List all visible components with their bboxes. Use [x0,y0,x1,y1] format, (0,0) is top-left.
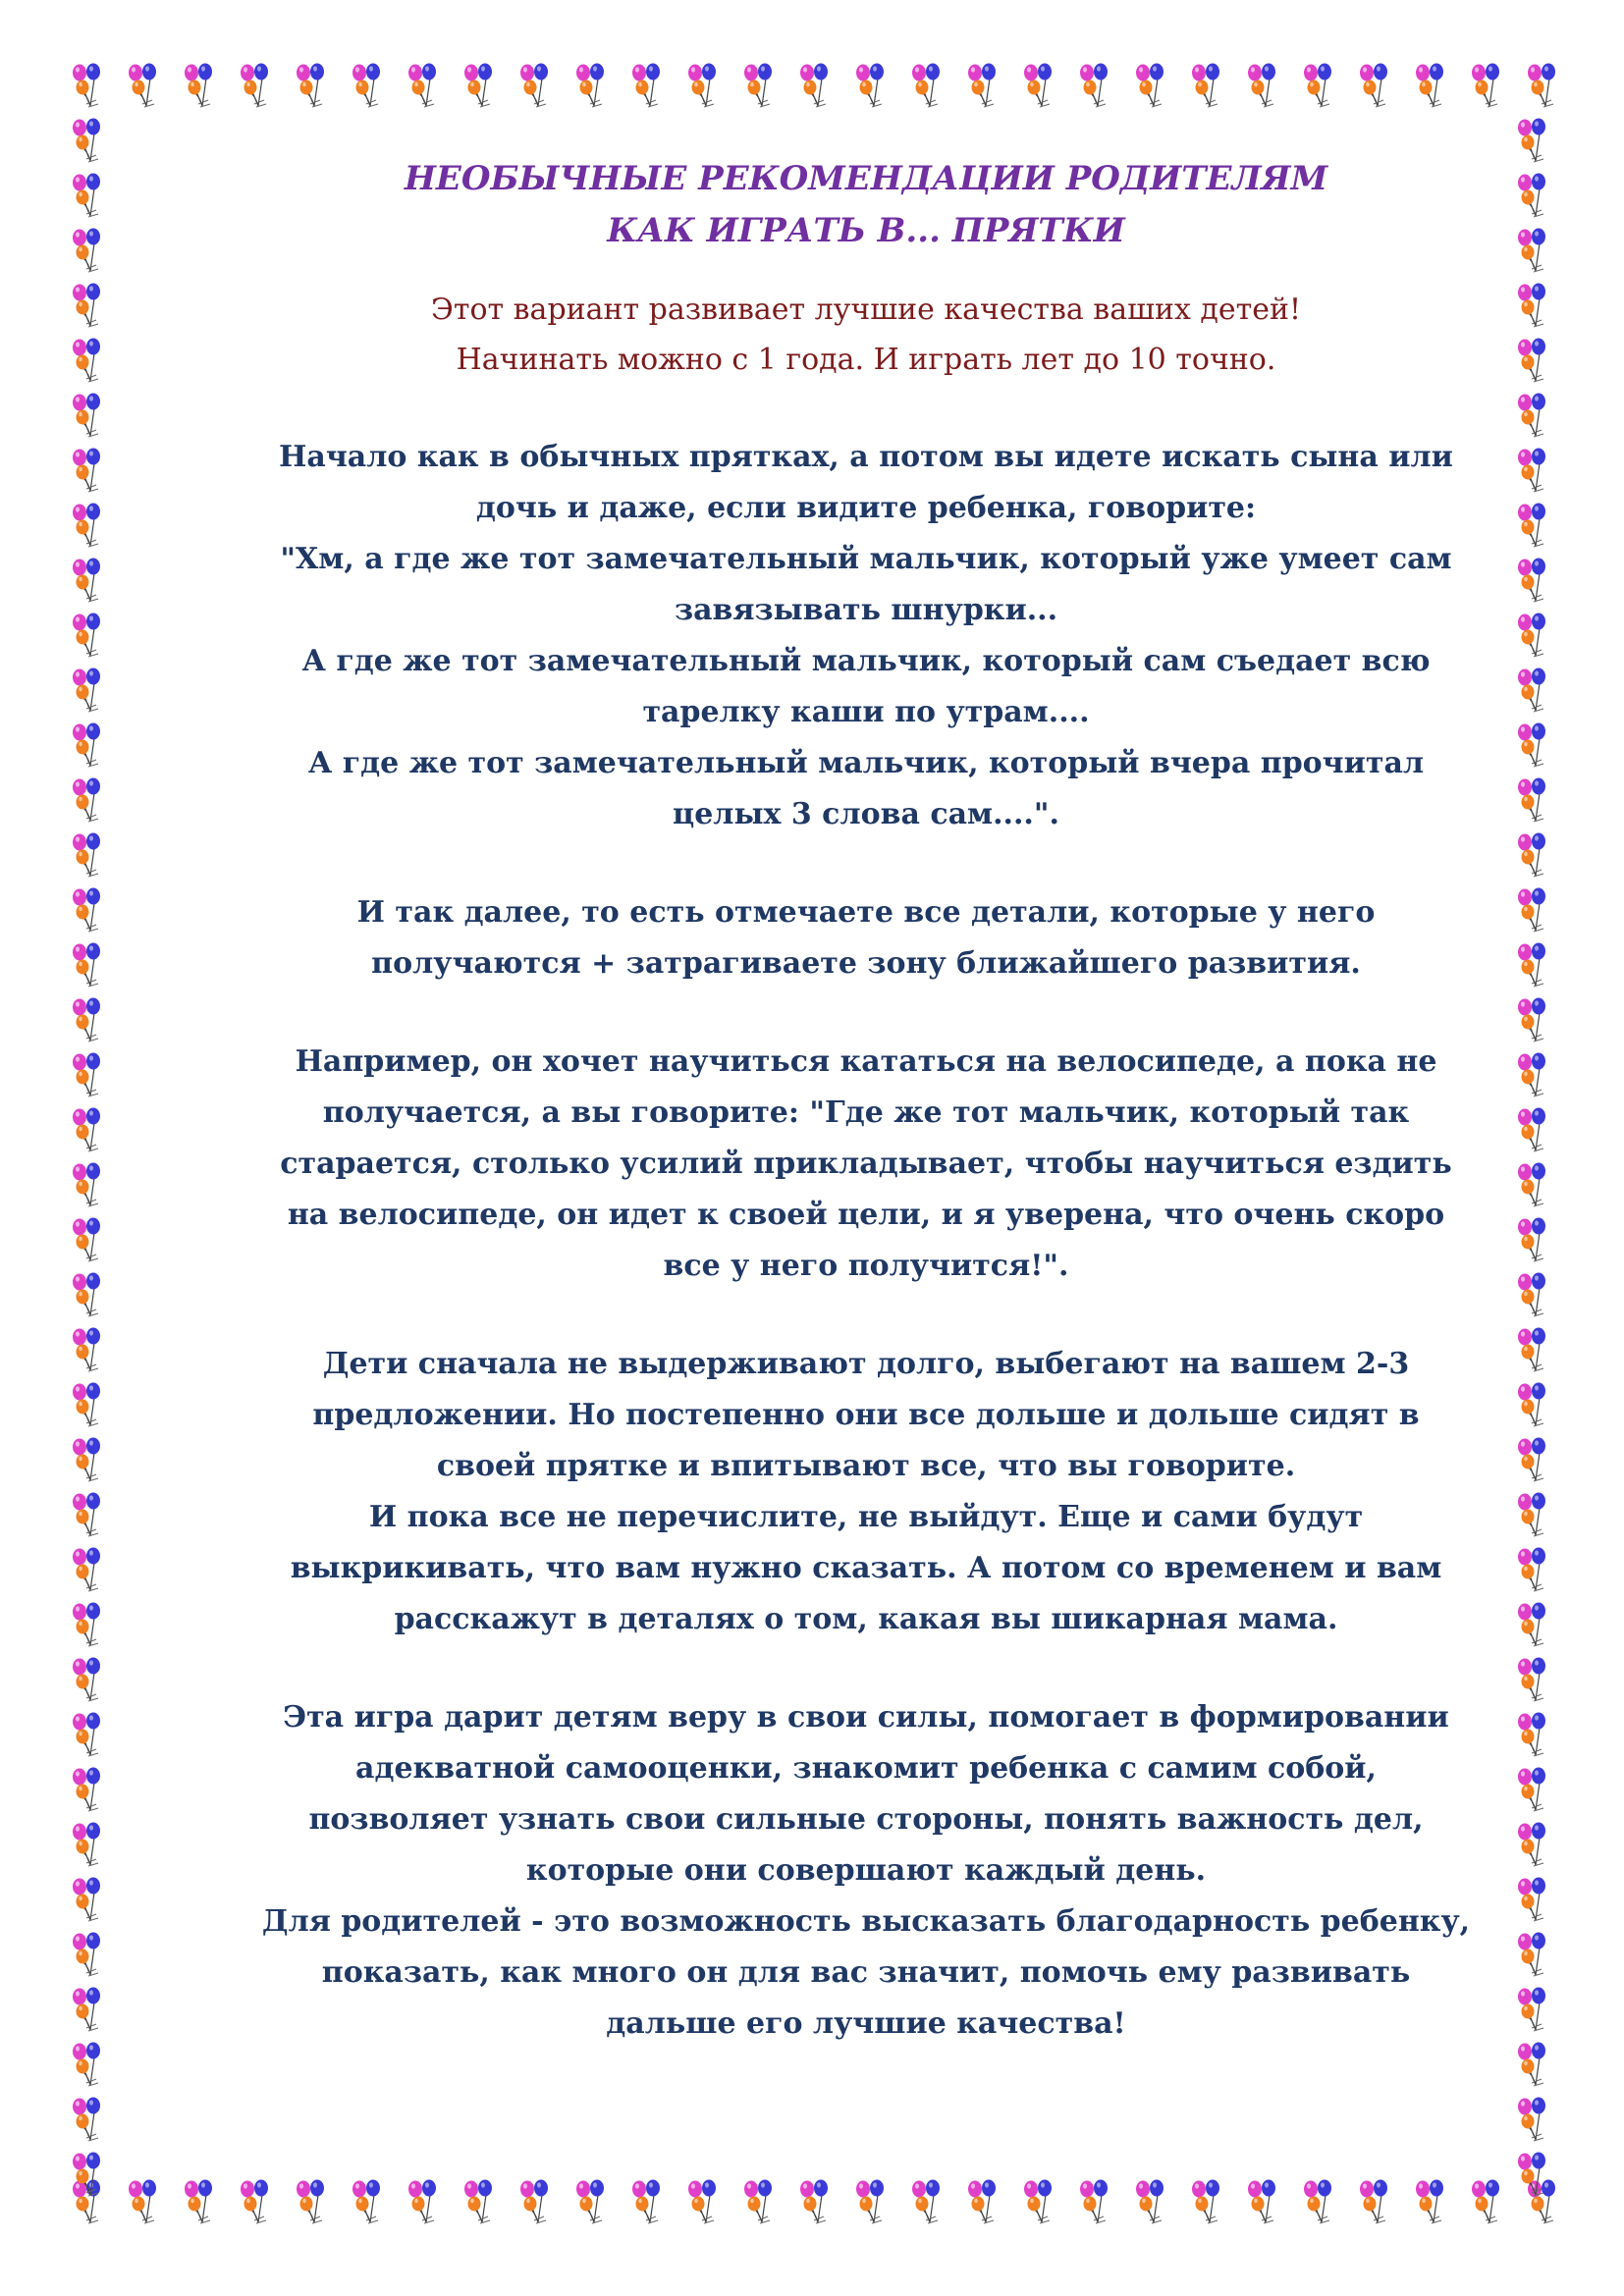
balloon-icon [1510,1820,1559,1869]
paragraph-line: А где же тот замечательный мальчик, который вчера прочитал [307,746,1425,780]
balloon-icon [1072,2177,1121,2226]
balloon-icon [792,61,841,110]
balloon-icon [1510,1710,1559,1759]
balloon-icon [1510,1600,1559,1649]
balloon-icon [65,61,114,110]
balloon-icon [177,2177,226,2226]
balloon-icon [680,61,730,110]
balloon-icon [65,1930,114,1979]
balloon-icon [680,2177,730,2226]
balloon-icon [736,61,785,110]
balloon-icon [1510,2040,1559,2089]
balloon-icon [1072,61,1121,110]
balloon-icon [65,1545,114,1594]
balloon-icon [65,281,114,330]
balloon-icon [736,2177,785,2226]
balloon-icon [792,2177,841,2226]
balloon-icon [1510,391,1559,440]
balloon-icon [1296,2177,1345,2226]
paragraph-line: целых 3 слова сам....". [673,797,1059,831]
paragraph-line: которые они совершают каждый день. [525,1853,1207,1888]
balloon-icon [65,775,114,825]
balloon-icon [1510,1270,1559,1319]
balloon-icon [65,2150,114,2199]
balloon-icon [345,61,394,110]
balloon-icon [1510,1325,1559,1374]
paragraph-line: Эта игра дарит детям веру в свои силы, помогает в формировании [283,1700,1449,1735]
balloon-icon [1510,940,1559,989]
balloon-icon [65,226,114,275]
paragraph-line: тарелку каши по утрам.... [642,695,1090,729]
balloon-icon [65,1710,114,1759]
balloon-icon [1510,1765,1559,1814]
balloon-icon [960,61,1009,110]
balloon-icon [65,1105,114,1154]
intro-line-2: Начинать можно с 1 года. И играть лет до 10 точно. [456,343,1276,377]
balloon-icon [65,336,114,385]
balloon-icon [1510,1105,1559,1154]
balloon-icon [1510,281,1559,330]
balloon-icon [1128,2177,1177,2226]
balloon-icon [1510,1655,1559,1704]
balloon-icon [121,61,170,110]
balloon-icon [1184,61,1233,110]
paragraph-line: Например, он хочет научиться кататься на велосипеде, а пока не [295,1044,1437,1079]
balloon-icon [65,1985,114,2034]
balloon-icon [1296,61,1345,110]
balloon-border-right [1510,116,1559,2199]
balloon-icon [65,1490,114,1539]
balloon-icon [1464,2177,1513,2226]
balloon-icon [1510,1490,1559,1539]
balloon-icon [65,1435,114,1484]
balloon-icon [1510,1160,1559,1209]
balloon-icon [1510,2150,1559,2199]
paragraph-line: "Хм, а где же тот замечательный мальчик, который уже умеет сам [280,542,1452,576]
balloon-icon [65,830,114,880]
balloon-icon [1510,1985,1559,2034]
balloon-icon [1510,830,1559,880]
balloon-icon [1510,721,1559,770]
paragraph-line: дочь и даже, если видите ребенка, говорите: [475,491,1257,525]
balloon-icon [65,556,114,605]
balloon-icon [65,1820,114,1869]
balloon-icon [65,501,114,550]
paragraph [228,887,1504,989]
balloon-border-bottom [65,2177,1569,2226]
balloon-icon [65,1655,114,1704]
balloon-icon [65,995,114,1044]
paragraph-line: своей прятке и впитывают все, что вы говорите. [436,1449,1296,1483]
balloon-icon [1184,2177,1233,2226]
title-line-2: КАК ИГРАТЬ В... ПРЯТКИ [607,211,1125,250]
balloon-icon [1352,61,1401,110]
balloon-icon [1510,1380,1559,1429]
balloon-icon [1510,666,1559,715]
balloon-icon [233,2177,282,2226]
balloon-icon [65,1050,114,1099]
balloon-icon [233,61,282,110]
paragraph-line: все у него получится!". [663,1249,1069,1283]
balloon-icon [289,2177,338,2226]
paragraph-line: дальше его лучшие качества! [606,2006,1126,2041]
paragraph-line: старается, столько усилий прикладывает, чтобы научиться ездить [280,1147,1452,1181]
balloon-icon [1510,501,1559,550]
balloon-icon [1464,61,1513,110]
paragraph-line: получаются + затрагиваете зону ближайшего развития. [371,946,1361,981]
balloon-border-left [65,116,114,2199]
balloon-icon [65,721,114,770]
balloon-icon [904,61,953,110]
paragraph-line: показать, как много он для вас значит, помочь ему развивать [321,1955,1411,1990]
balloon-icon [960,2177,1009,2226]
balloon-icon [904,2177,953,2226]
balloon-icon [568,61,618,110]
balloon-icon [65,391,114,440]
balloon-icon [1128,61,1177,110]
intro-text [228,285,1504,385]
balloon-icon [457,61,506,110]
paragraph [228,1037,1504,1292]
paragraph-line: Дети сначала не выдерживают долго, выбегают на вашем 2-3 [322,1347,1410,1381]
balloon-icon [1510,1435,1559,1484]
balloon-icon [1510,611,1559,660]
balloon-icon [1016,61,1065,110]
balloon-icon [1510,116,1559,165]
balloon-icon [513,61,562,110]
balloon-icon [65,940,114,989]
paragraph-line: позволяет узнать свои сильные стороны, понять важность дел, [308,1802,1424,1837]
paragraph [228,432,1504,840]
balloon-icon [624,61,674,110]
paragraph-line: на велосипеде, он идет к своей цели, и я уверена, что очень скоро [287,1198,1445,1232]
balloon-icon [65,1270,114,1319]
balloon-icon [65,885,114,934]
balloon-icon [1510,885,1559,934]
balloon-icon [568,2177,618,2226]
balloon-icon [65,1600,114,1649]
balloon-icon [65,1325,114,1374]
balloon-icon [624,2177,674,2226]
balloon-icon [1510,775,1559,825]
balloon-icon [65,2040,114,2089]
balloon-icon [513,2177,562,2226]
balloon-icon [1510,1930,1559,1979]
paragraph-line: Для родителей - это возможность высказать благодарность ребенку, [261,1904,1471,1939]
paragraph-line: Начало как в обычных прятках, а потом вы идете искать сына или [279,440,1453,474]
balloon-icon [457,2177,506,2226]
balloon-icon [1510,446,1559,495]
balloon-icon [289,61,338,110]
balloon-icon [65,1215,114,1264]
balloon-icon [1510,1875,1559,1924]
balloon-icon [65,1380,114,1429]
balloon-icon [401,2177,450,2226]
balloon-icon [65,446,114,495]
paragraph-line: получается, а вы говорите: "Где же тот мальчик, который так [322,1095,1410,1130]
paragraph-line: И так далее, то есть отмечаете все детали, которые у него [356,895,1376,930]
paragraph [228,1692,1504,2050]
balloon-icon [65,171,114,220]
balloon-icon [65,1765,114,1814]
balloon-icon [177,61,226,110]
paragraph-line: А где же тот замечательный мальчик, который сам съедает всю [301,644,1431,678]
paragraphs [228,432,1504,2050]
balloon-icon [65,2095,114,2144]
paragraph [228,1339,1504,1645]
paragraph-line: завязывать шнурки... [674,593,1058,627]
balloon-icon [1408,61,1457,110]
balloon-icon [1240,61,1289,110]
balloon-icon [65,1875,114,1924]
balloon-icon [1510,171,1559,220]
balloon-icon [1510,1050,1559,1099]
balloon-icon [1520,61,1569,110]
balloon-icon [1408,2177,1457,2226]
balloon-icon [65,116,114,165]
balloon-icon [401,61,450,110]
intro-line-1: Этот вариант развивает лучшие качества ваших детей! [430,293,1302,327]
balloon-icon [65,1160,114,1209]
balloon-icon [1352,2177,1401,2226]
paragraph-line: предложении. Но постепенно они все дольше и дольше сидят в [312,1398,1420,1432]
balloon-icon [1240,2177,1289,2226]
balloon-icon [1510,995,1559,1044]
balloon-icon [848,61,897,110]
balloon-icon [121,2177,170,2226]
title-line-1: НЕОБЫЧНЫЕ РЕКОМЕНДАЦИИ РОДИТЕЛЯМ [404,159,1328,198]
balloon-icon [345,2177,394,2226]
paragraph-line: расскажут в деталях о том, какая вы шикарная мама. [394,1602,1338,1636]
document-body [228,153,1504,2050]
balloon-icon [65,666,114,715]
balloon-icon [1510,2095,1559,2144]
balloon-icon [1510,336,1559,385]
page-title [228,153,1504,257]
balloon-icon [1510,1215,1559,1264]
paragraph-line: адекватной самооценки, знакомит ребенка с самим собой, [355,1751,1377,1786]
balloon-icon [1510,1545,1559,1594]
balloon-icon [65,611,114,660]
balloon-icon [1510,226,1559,275]
balloon-icon [848,2177,897,2226]
balloon-icon [1510,556,1559,605]
balloon-border-top [65,61,1569,110]
paragraph-line: И пока все не перечислите, не выйдут. Еще и сами будут [368,1500,1364,1534]
paragraph-line: выкрикивать, что вам нужно сказать. А потом со временем и вам [290,1551,1442,1585]
balloon-icon [1016,2177,1065,2226]
